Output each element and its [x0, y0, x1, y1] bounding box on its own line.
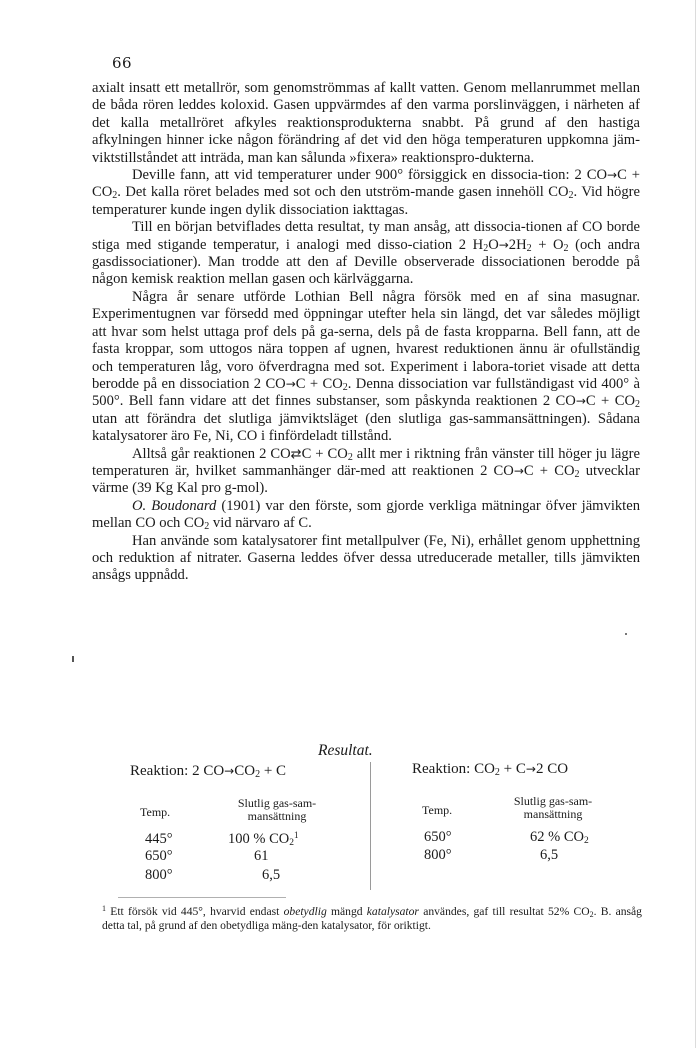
text-run: . B. ansåg detta tal, på grund af den obetydliga mäng-den katalysator, för oriktigt.: [102, 905, 642, 932]
right-gas-header-line1: Slutlig gas-sam-: [513, 794, 593, 808]
page-number: 66: [112, 54, 133, 72]
right-row-2-temp: 800°: [424, 847, 452, 863]
left-reaction-mid: CO: [234, 763, 256, 779]
left-row-1-value-sub: 2: [289, 838, 294, 848]
arrow-icon: →: [575, 394, 586, 409]
footnote: [102, 905, 642, 933]
body-text: [92, 80, 640, 585]
text-run: (och andra gasdissociationer). Man trodde att den af Deville observerade dissociationen berodde på någon kemisk reaktion mellan gasen och kärlväggarna.: [92, 236, 640, 288]
subscript: 2: [589, 910, 594, 919]
paragraph: [92, 446, 640, 498]
subscript: 2: [635, 399, 640, 411]
italic-text: katalysator: [366, 905, 419, 918]
results-title: Resultat.: [318, 742, 373, 759]
left-row-1-value: [228, 831, 298, 848]
arrow-icon: →: [498, 237, 509, 252]
text-run: Ett försök vid 445°, hvarvid endast: [106, 905, 284, 918]
text-run: Alltså går reaktionen 2 CO: [132, 445, 291, 462]
subscript: 2: [204, 521, 210, 533]
table-divider: [370, 762, 371, 890]
left-reaction-suffix: + C: [260, 763, 287, 779]
subscript: 2: [342, 381, 348, 393]
left-gas-header-line1: Slutlig gas-sam-: [237, 796, 317, 810]
text-run: C + CO: [92, 167, 640, 201]
text-run: 2H: [508, 236, 527, 253]
footnote-text: [102, 905, 642, 932]
left-row-3-temp: 800°: [145, 867, 173, 883]
right-reaction-sub: 2: [494, 767, 500, 778]
text-run: utan att förändra det slutliga jämviktsläget (den slutliga gas-sammansättningen). Sådana katalysatorer äro Fe, Ni, CO i finfördeladt tillstånd.: [92, 410, 640, 445]
subscript: 2: [112, 190, 118, 202]
arrow-icon: →: [513, 463, 524, 478]
left-reaction-prefix: Reaktion: 2 CO: [130, 763, 225, 779]
text-run: Han använde som katalysatorer fint metallpulver (Fe, Ni), erhållet genom upphettning och reduktion af nitrater. Gaserna leddes öfver dessa utreducerade metaller, tills jämvikten ansågs uppnådd.: [92, 532, 640, 584]
italic-text: O. Boudonard: [132, 497, 217, 514]
text-run: . Denna dissociation var fullständigast vid 400° à 500°. Bell fann vidare att det finnes substanser, som påskynda reaktionen 2 CO: [92, 375, 640, 410]
text-run: O: [488, 236, 499, 253]
subscript: 2: [574, 468, 580, 480]
right-row-1-value-sub: 2: [583, 836, 589, 846]
right-gas-header: [498, 795, 608, 821]
text-run: vid närvaro af C.: [209, 515, 312, 532]
footnote-ref: 1: [293, 830, 299, 840]
left-row-2-temp: 650°: [145, 848, 173, 864]
subscript: 2: [526, 242, 532, 254]
left-reaction-header: [130, 763, 286, 780]
right-reaction-mid: + C: [499, 761, 526, 777]
left-gas-header-line2: mansättning: [247, 809, 307, 823]
subscript: 2: [347, 451, 353, 463]
arrow-icon: →: [607, 168, 618, 183]
left-row-2-value: 61: [254, 848, 269, 864]
text-run: C + CO: [523, 462, 575, 479]
left-row-3-value: 6,5: [262, 867, 281, 883]
right-reaction-suffix: 2 CO: [535, 761, 569, 777]
text-run: (1901) var den förste, som gjorde verkliga mätningar öfver jämvikten mellan CO och CO: [92, 497, 640, 532]
arrow-icon: →: [525, 762, 536, 776]
subscript: 2: [568, 190, 574, 202]
subscript: 2: [483, 242, 489, 254]
right-row-1-value-text: 62 % CO: [530, 829, 584, 845]
text-run: mängd: [326, 905, 367, 918]
paragraph: [92, 167, 640, 219]
paragraph: [92, 219, 640, 289]
left-gas-header: [222, 797, 332, 823]
right-reaction-header: [412, 761, 568, 778]
right-row-2-value: 6,5: [540, 847, 559, 863]
text-run: + O: [531, 236, 564, 253]
arrow-icon: →: [224, 764, 235, 778]
text-run: Några år senare utförde Lothian Bell några försök med en af sina masugnar. Experimentugnen var försedd med öppningar utefter hela sin längd, det var således möjligt att hvar som helst uttaga prof dels på ga-serna, dels på de fasta kropparna. Bell fann, att de fasta kroppar, som uttogos nära toppen af ugnen, hvarest reduktionen ännu är ofullständig och temperaturen låg, voro öfverdragna med sot. Experiment i labora-toriet visade att detta berodde på en dissociation 2 CO: [92, 288, 640, 392]
margin-mark: [72, 656, 74, 662]
paragraph: [92, 533, 640, 585]
text-run: allt mer i riktning från vänster till höger ju lägre temperaturen är, hvilket sammanhänger där-med att reaktionen 2 CO: [92, 445, 640, 479]
arrow-icon: →: [285, 376, 296, 391]
right-row-1-temp: 650°: [424, 829, 452, 845]
paragraph: [92, 289, 640, 446]
right-reaction-prefix: Reaktion: CO: [412, 761, 495, 777]
text-run: användes, gaf till resultat 52% CO: [418, 905, 590, 918]
left-row-1-temp: 445°: [145, 831, 173, 847]
text-run: Deville fann, att vid temperaturer under 900° försiggick en dissocia-tion: 2 CO: [132, 167, 607, 184]
text-run: . Vid högre temperaturer kunde ingen dylik dissociation iakttagas.: [92, 184, 640, 218]
right-gas-header-line2: mansättning: [523, 807, 583, 821]
footnote-marker: 1: [102, 904, 106, 913]
italic-text: obetydlig: [283, 905, 327, 918]
text-run: C + CO: [585, 393, 635, 410]
arrow-icon: ⇄: [290, 446, 302, 462]
left-temp-header: Temp.: [140, 805, 171, 819]
text-run: Till en början betviflades detta resultat, ty man ansåg, att dissocia-tionen af CO borde stiga med stigande temperatur, i analogi med disso-ciation 2 H: [92, 219, 640, 253]
text-run: utvecklar värme (39 Kg Kal pro g-mol).: [92, 462, 640, 497]
text-run: axialt insatt ett metallrör, som genomströmmas af kallt vatten. Genom mellanrummet mellan de båda rören leddes koloxid. Gasen uppvärmdes af den varma porslinväggen, i närheten af det kalla metallröret afkyles reaktionsprodukterna snabbt. På grund af den hastiga afkylningen hinner icke någon förändring af det vid den höga temperaturen uppkomna jäm-viktstillståndet att inträda, man kan sålunda »fixera» reaktionspro-dukterna.: [92, 80, 640, 166]
paragraph: [92, 498, 640, 533]
right-temp-header: Temp.: [422, 803, 453, 817]
right-row-1-value: [530, 829, 589, 846]
left-reaction-sub: 2: [255, 769, 261, 780]
subscript: 2: [563, 242, 569, 254]
paragraph: [92, 80, 640, 167]
text-run: . Det kalla röret belades med sot och den utström-mande gasen innehöll CO: [117, 184, 569, 201]
text-run: C + CO: [301, 445, 348, 462]
margin-dot: [625, 633, 627, 635]
left-row-1-value-text: 100 % CO: [228, 831, 290, 847]
text-run: C + CO: [295, 375, 343, 392]
footnote-divider: [118, 897, 286, 898]
